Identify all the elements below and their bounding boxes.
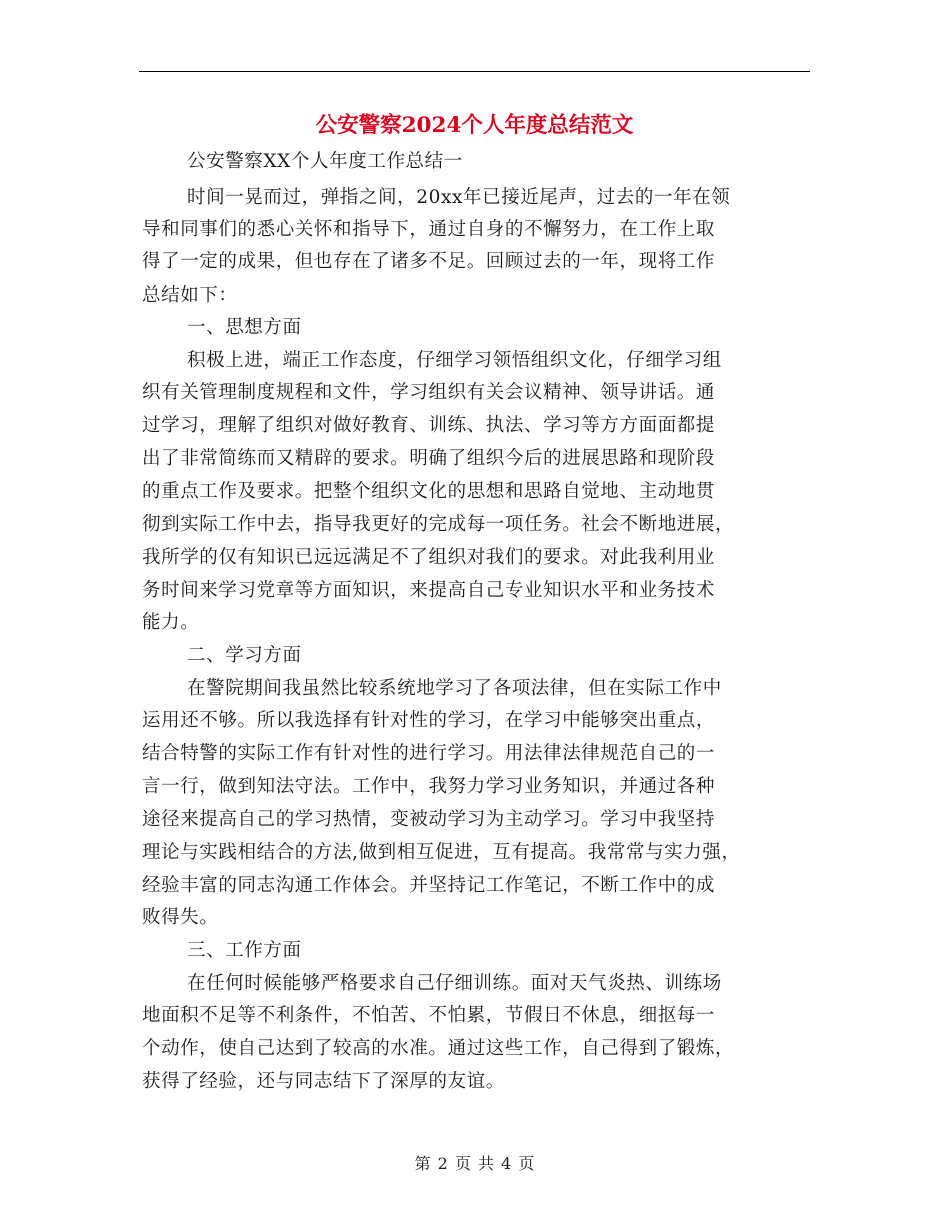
section-heading: 一、思想方面 <box>187 317 302 338</box>
paragraph-line: 途径来提高自己的学习热情，变被动学习为主动学习。学习中我坚持 <box>142 809 716 830</box>
paragraph-line: 地面积不足等不利条件，不怕苦、不怕累，节假日不休息，细抠每一 <box>142 1005 716 1026</box>
paragraph-line: 务时间来学习党章等方面知识，来提高自己专业知识水平和业务技术 <box>142 580 716 601</box>
paragraph-line: 得了一定的成果，但也存在了诸多不足。回顾过去的一年，现将工作 <box>142 251 716 272</box>
document-title: 公安警察2024个人年度总结范文 <box>315 113 634 138</box>
paragraph-line: 织有关管理制度规程和文件，学习组织有关会议精神、领导讲话。通 <box>142 382 716 403</box>
paragraph-line: 时间一晃而过，弹指之间，20xx年已接近尾声，过去的一年在领 <box>187 187 731 208</box>
paragraph-line: 总结如下： <box>142 285 238 306</box>
page-number: 第 2 页 共 4 页 <box>414 1154 536 1173</box>
paragraph-line: 个动作，使自己达到了较高的水准。通过这些工作，自己得到了锻炼， <box>142 1038 735 1059</box>
section-heading: 二、学习方面 <box>187 645 302 666</box>
paragraph-line: 我所学的仅有知识已远远满足不了组织对我们的要求。对此我利用业 <box>142 547 716 568</box>
paragraph-line: 能力。 <box>142 612 200 633</box>
paragraph-line: 导和同事们的悉心关怀和指导下，通过自身的不懈努力，在工作上取 <box>142 219 716 240</box>
paragraph-line: 理论与实践相结合的方法,做到相互促进，互有提高。我常常与实力强， <box>142 842 741 863</box>
paragraph-line: 过学习，理解了组织对做好教育、训练、执法、学习等方方面面都提 <box>142 415 716 436</box>
paragraph-line: 积极上进，端正工作态度，仔细学习领悟组织文化，仔细学习组 <box>187 350 722 371</box>
paragraph-line: 在警院期间我虽然比较系统地学习了各项法律，但在实际工作中 <box>187 678 722 699</box>
paragraph-line: 出了非常简练而又精辟的要求。明确了组织今后的进展思路和现阶段 <box>142 448 716 469</box>
paragraph-line: 经验丰富的同志沟通工作体会。并坚持记工作笔记，不断工作中的成 <box>142 875 716 896</box>
paragraph-line: 结合特警的实际工作有针对性的进行学习。用法律法律规范自己的一 <box>142 743 716 764</box>
paragraph-line: 运用还不够。所以我选择有针对性的学习，在学习中能够突出重点， <box>142 710 716 731</box>
paragraph-line: 彻到实际工作中去，指导我更好的完成每一项任务。社会不断地进展， <box>142 514 735 535</box>
paragraph-line: 言一行，做到知法守法。工作中，我努力学习业务知识，并通过各种 <box>142 776 716 797</box>
paragraph-line: 的重点工作及要求。把整个组织文化的思想和思路自觉地、主动地贯 <box>142 481 716 502</box>
paragraph-line: 获得了经验，还与同志结下了深厚的友谊。 <box>142 1071 505 1092</box>
paragraph-line: 在任何时候能够严格要求自己仔细训练。面对天气炎热、训练场 <box>187 973 722 994</box>
section-heading: 三、工作方面 <box>187 940 302 961</box>
header-rule <box>139 71 810 72</box>
subtitle-line: 公安警察XX个人年度工作总结一 <box>187 151 463 172</box>
paragraph-line: 败得失。 <box>142 907 219 928</box>
